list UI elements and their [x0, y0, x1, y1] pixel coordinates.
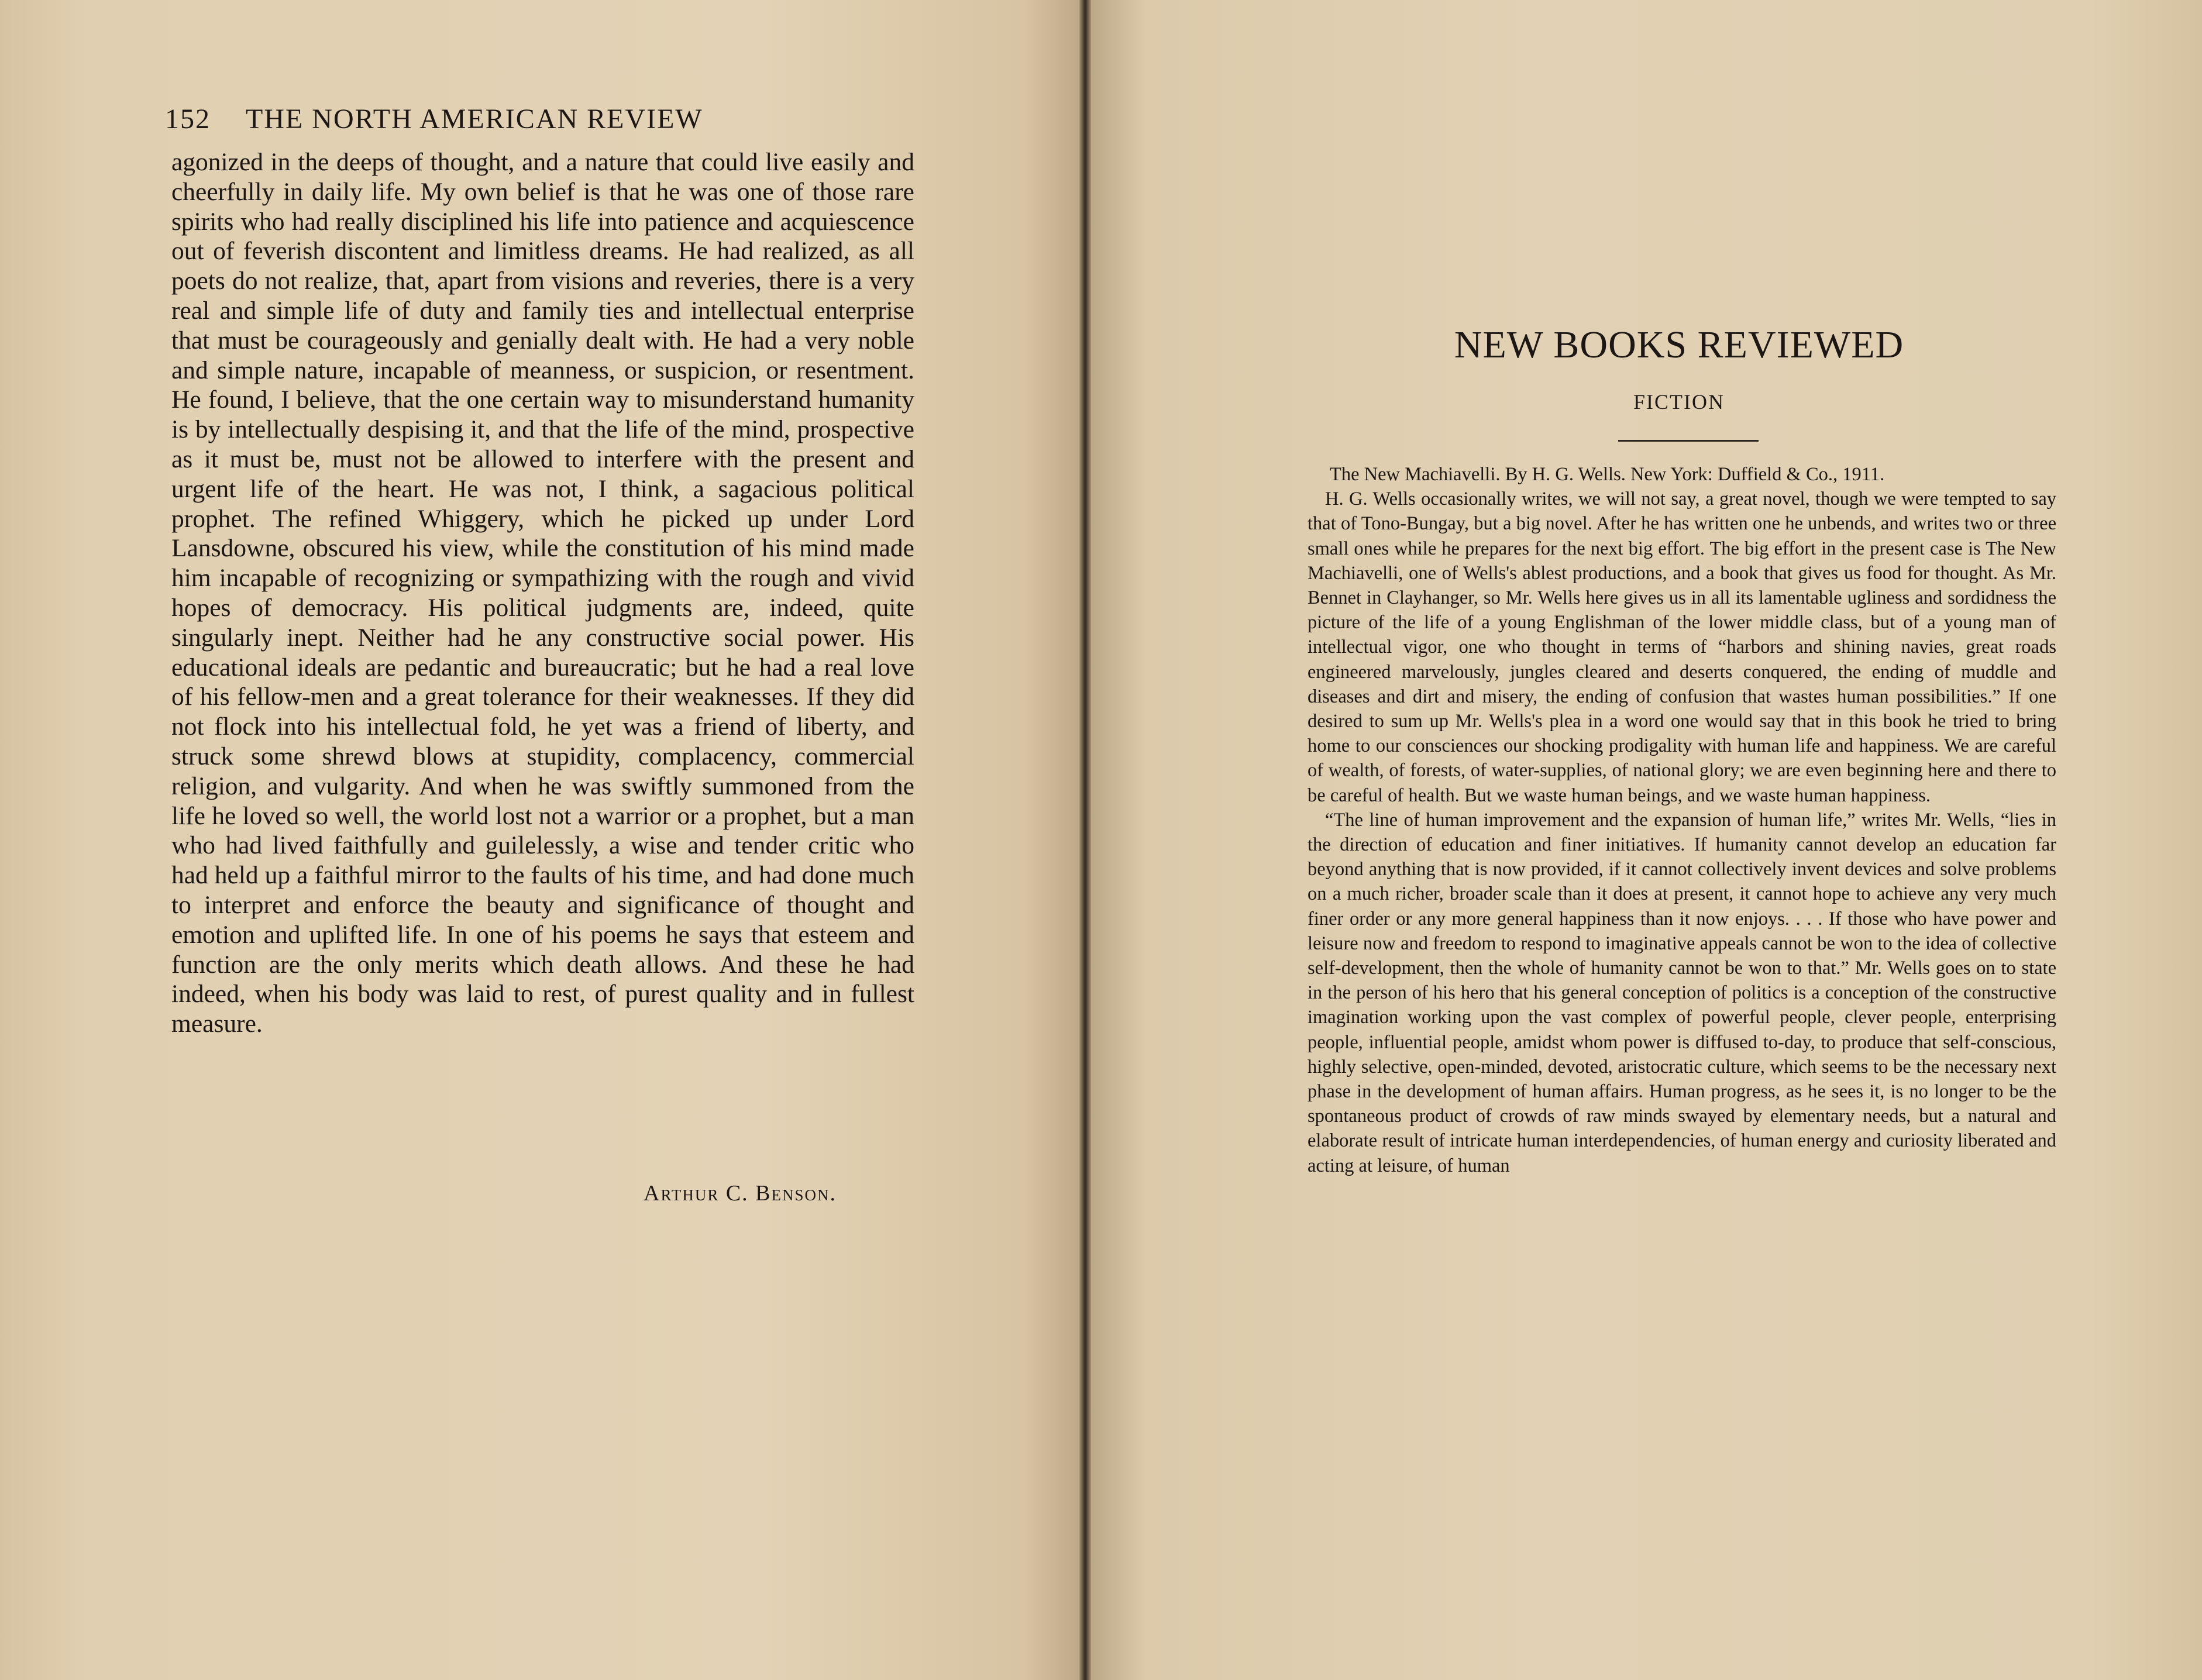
page-number: 152	[165, 104, 211, 135]
section-subtitle: FICTION	[1633, 390, 1725, 414]
running-head	[165, 103, 703, 135]
book-citation: The New Machiavelli. By H. G. Wells. New York: Duffield & Co., 1911.	[1330, 464, 1885, 485]
title-rule	[1618, 440, 1759, 442]
review-paragraph-2: “The line of human improvement and the expansion of human life,” writes Mr. Wells, “lies in the direction of education and finer initiatives. If humanity cannot develop an education far beyond anything that is now provided, if it cannot collectively invent devices and solve problems on a much richer, broader scale than it does at present, it cannot hope to achieve any very much finer order or any more general happiness than it now enjoys. . . . If those who have power and leisure now and freedom to respond to imaginative appeals cannot be won to the idea of collective self-development, then the whole of humanity cannot be won to that.” Mr. Wells goes on to state in the person of his hero that his general conception of politics is a conception of the constructive imagination working upon the vast complex of powerful people, clever people, enterprising people, influential people, amidst whom power is diffused to-day, to produce that self-conscious, highly selective, open-minded, devoted, aristocratic culture, which seems to be the necessary next phase in the development of human affairs. Human progress, as he sees it, is no longer to be the spontaneous product of crowds of raw minds swayed by elementary needs, but a natural and elaborate result of intricate human interdependencies, of human energy and curiosity liberated and acting at leisure, of human	[1308, 809, 2056, 1176]
book-gutter	[1079, 0, 1091, 1680]
left-paragraph: agonized in the deeps of thought, and a nature that could live easily and cheerfully in daily life. My own belief is that he was one of those rare spirits who had really disciplined his life into patience and acquiescence out of feverish discontent and limitless dreams. He had realized, as all poets do not realize, that, apart from visions and reveries, there is a very real and simple life of duty and family ties and intellectual enterprise that must be courageously and genially dealt with. He had a very noble and simple nature, incapable of meanness, or suspicion, or resentment. He found, I believe, that the one certain way to misunderstand humanity is by intellectually despising it, and that the life of the mind, prospective as it must be, must not be allowed to interfere with the present and urgent life of the heart. He was not, I think, a sagacious political prophet. The refined Whiggery, which he picked up under Lord Lansdowne, obscured his view, while the constitution of his mind made him incapable of recognizing or sympathizing with the rough and vivid hopes of democracy. His political judgments are, indeed, quite singularly inept. Neither had he any constructive social power. His educational ideals are pedantic and bureaucratic; but he had a real love of his fellow-men and a great tolerance for their weaknesses. If they did not flock into his intellectual fold, he yet was a friend of liberty, and struck some shrewd blows at stupidity, complacency, commercial religion, and vulgarity. And when he was swiftly summoned from the life he loved so well, the world lost not a warrior or a prophet, but a man who had lived faithfully and guilelessly, a wise and tender critic who had held up a faithful mirror to the faults of his time, and had done much to interpret and enforce the beauty and significance of thought and emotion and uplifted life. In one of his poems he says that esteem and function are the only merits which death allows. And these he had indeed, when his body was laid to rest, of purest quality and in fullest measure.	[171, 148, 914, 1038]
left-page	[0, 0, 1088, 1680]
right-body-text	[1308, 462, 2056, 1178]
author-signature: Arthur C. Benson.	[644, 1181, 837, 1206]
journal-title: THE NORTH AMERICAN REVIEW	[246, 104, 703, 135]
review-paragraph-1: H. G. Wells occasionally writes, we will not say, a great novel, though we were tempted to say that of Tono-Bungay, but a big novel. After he has written one he unbends, and writes two or three small ones while he prepares for the next big effort. The big effort in the present case is The New Machiavelli, one of Wells's ablest productions, and a book that gives us food for thought. As Mr. Bennet in Clayhanger, so Mr. Wells here gives us in all its lamentable ugliness and sordidness the picture of the life of a young Englishman of the lower middle class, but of a young man of intellectual vigor, one who thought in terms of “harbors and shining navies, great roads engineered marvelously, jungles cleared and deserts conquered, the ending of muddle and diseases and dirt and misery, the ending of confusion that wastes human possibilities.” If one desired to sum up Mr. Wells's plea in a word one would say that in this book he tried to bring home to our consciences our shocking prodigality with human life and happiness. We are careful of wealth, of forests, of water-supplies, of national glory; we are even beginning here and there to be careful of health. But we waste human beings, and we waste human happiness.	[1308, 488, 2056, 806]
section-title: NEW BOOKS REVIEWED	[1454, 323, 1904, 366]
left-body-text	[171, 147, 914, 1039]
